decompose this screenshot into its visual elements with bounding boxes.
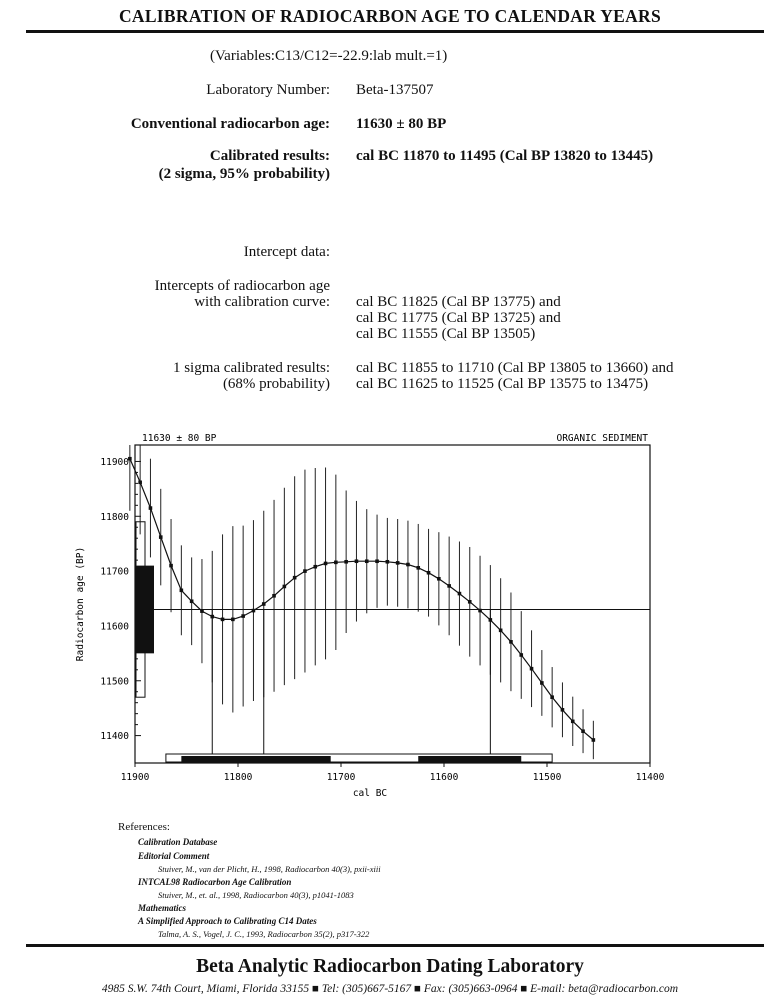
curve-point [437, 577, 441, 581]
curve-point [293, 576, 297, 580]
bottom-rule [26, 944, 764, 947]
curve-point [447, 584, 451, 588]
curve-point [324, 562, 328, 566]
curve-point [313, 565, 317, 569]
x-tick-label: 11400 [635, 772, 665, 783]
y-tick-label: 11400 [100, 731, 129, 743]
page-title: CALIBRATION OF RADIOCARBON AGE TO CALENDAR YEARS [118, 6, 662, 26]
curve-point [571, 720, 575, 724]
reference-citation: Talma, A. S., Vogel, J. C., 1993, Radiocarbon 35(2), p317-322 [158, 929, 370, 939]
reference-title: Mathematics [138, 903, 187, 913]
reference-title: INTCAL98 Radiocarbon Age Calibration [138, 877, 292, 887]
chart-top-left-label: 11630 ± 80 BP [142, 433, 217, 444]
inner-sigma-box [136, 566, 154, 654]
curve-point [530, 667, 534, 671]
one-sigma-label-2: (68% probability) [222, 376, 330, 392]
reference-citation: Stuiver, M., van der Plicht, H., 1998, Radiocarbon 40(3), pxii-xiii [158, 864, 381, 874]
curve-point [138, 480, 142, 484]
curve-point [375, 559, 379, 563]
y-axis-label: Radiocarbon age (BP) [75, 546, 86, 662]
curve-point [592, 738, 596, 742]
intercepts-label-2: with calibration curve: [194, 294, 330, 310]
curve-point [200, 609, 204, 613]
curve-point [561, 708, 565, 712]
one-sigma-bar [181, 756, 330, 762]
calibrated-results-value: cal BC 11870 to 11495 (Cal BP 13820 to 13445) [356, 148, 654, 164]
x-tick-label: 11800 [223, 772, 253, 783]
curve-point [550, 695, 554, 699]
calibrated-results-label: Calibrated results: [209, 148, 330, 164]
references-heading: References: [118, 821, 170, 833]
curve-point [262, 602, 266, 606]
lab-address: 4985 S.W. 74th Court, Miami, Florida 33155 ■ Tel: (305)667-5167 ■ Fax: (305)663-0964 ■ E-mail: beta@radiocarbon.com [101, 983, 679, 995]
curve-point [169, 564, 173, 568]
age-distribution-box [136, 522, 154, 697]
curve-point [159, 535, 163, 539]
x-tick-label: 11900 [120, 772, 150, 783]
curve-point [355, 559, 359, 563]
curve-point [283, 585, 287, 589]
curve-point [519, 653, 523, 657]
curve-point [489, 618, 493, 622]
curve-point [180, 588, 184, 592]
one-sigma-value: cal BC 11855 to 11710 (Cal BP 13805 to 13660) and [356, 360, 674, 376]
x-tick-label: 11600 [429, 772, 459, 783]
conventional-age-value: 11630 ± 80 BP [356, 116, 447, 132]
x-tick-label: 11500 [532, 772, 562, 783]
intercept-lines [212, 609, 490, 763]
reference-citation: Stuiver, M., et. al., 1998, Radiocarbon 40(3), p1041-1083 [158, 890, 354, 900]
one-sigma-label-1: 1 sigma calibrated results: [172, 360, 330, 376]
reference-title: A Simplified Approach to Calibrating C14 Dates [138, 916, 317, 926]
curve-point [344, 560, 348, 564]
y-tick-labels [100, 457, 129, 742]
curve-point [252, 609, 256, 613]
y-tick-label: 11600 [100, 621, 129, 633]
curve-point [190, 599, 194, 603]
calibration-curve [130, 459, 594, 740]
intercept-value: cal BC 11825 (Cal BP 13775) and [356, 294, 561, 310]
curve-point [386, 560, 390, 564]
one-sigma-bar [418, 756, 521, 762]
intercepts-label-1: Intercepts of radiocarbon age [154, 278, 330, 294]
chart-top-right-label: ORGANIC SEDIMENT [556, 433, 648, 444]
curve-point [468, 600, 472, 604]
reference-title: Editorial Comment [138, 851, 210, 861]
y-tick-label: 11700 [100, 566, 129, 578]
curve-point [334, 561, 338, 565]
curve-points [128, 457, 595, 742]
lab-number-label: Laboratory Number: [206, 82, 330, 98]
curve-point [231, 618, 235, 622]
curve-point [396, 561, 400, 565]
calibrated-results-sublabel: (2 sigma, 95% probability) [158, 166, 330, 182]
intercept-value: cal BC 11775 (Cal BP 13725) and [356, 310, 561, 326]
curve-point [210, 615, 214, 619]
lab-name: Beta Analytic Radiocarbon Dating Laboratory [196, 956, 584, 977]
x-tick-label: 11700 [326, 772, 356, 783]
x-tick-labels [121, 772, 665, 783]
reference-title: Calibration Database [138, 837, 218, 847]
x-axis-label: cal BC [352, 788, 388, 799]
one-sigma-value: cal BC 11625 to 11525 (Cal BP 13575 to 13475) [356, 376, 649, 392]
curve-point [540, 681, 544, 685]
y-tick-label: 11900 [100, 456, 129, 468]
curve-point [272, 594, 276, 598]
intercept-data-label: Intercept data: [243, 244, 330, 260]
curve-point [478, 609, 482, 613]
curve-point [499, 629, 503, 633]
conventional-age-label: Conventional radiocarbon age: [130, 116, 330, 132]
y-tick-label: 11800 [100, 511, 129, 523]
curve-point [303, 569, 307, 573]
y-tick-label: 11500 [100, 676, 129, 688]
intercept-value: cal BC 11555 (Cal BP 13505) [356, 326, 536, 342]
curve-point [416, 566, 420, 570]
curve-point [406, 563, 410, 567]
lab-number-value: Beta-137507 [356, 82, 434, 98]
curve-point [241, 614, 245, 618]
variables-line: (Variables:C13/C12=-22.9:lab mult.=1) [210, 48, 448, 64]
curve-point [221, 618, 225, 622]
curve-point [458, 592, 462, 596]
error-bars [130, 445, 593, 759]
curve-point [509, 640, 513, 644]
curve-point [149, 506, 153, 510]
calendar-range-bars [166, 754, 552, 762]
curve-point [427, 571, 431, 575]
calibration-chart [70, 428, 670, 804]
curve-point [581, 729, 585, 733]
top-rule [26, 30, 764, 33]
curve-point [365, 559, 369, 563]
